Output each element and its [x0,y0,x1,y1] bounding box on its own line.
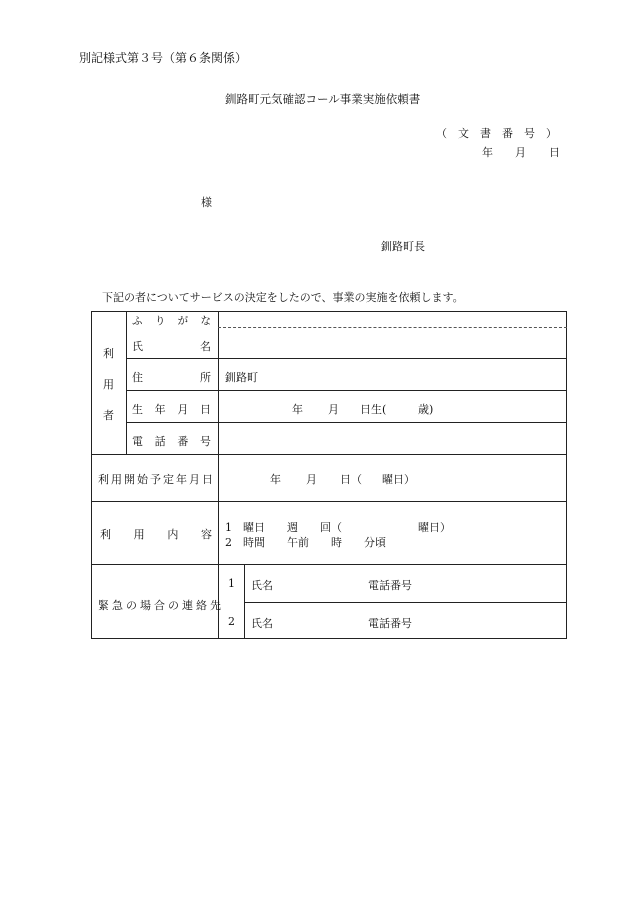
address-label: 住 所 [132,371,211,384]
contact-phone-label: 電話番号 [368,617,412,630]
birthdate-month[interactable]: 月 [328,403,339,416]
contact-phone-label: 電話番号 [368,579,412,592]
contact-number: 2 [228,615,235,628]
date-day: 日 [549,146,560,159]
age-value[interactable]: 歳) [418,403,434,416]
date-year: 年 [482,146,493,159]
phone-field[interactable] [219,423,567,454]
contact-number: 1 [228,577,235,590]
date-month: 月 [515,146,526,159]
user-label-char: 利 [103,347,114,360]
start-month[interactable]: 月 [306,473,317,486]
name-field[interactable] [219,328,567,358]
birthdate-year[interactable]: 年 [292,403,303,416]
address-value[interactable]: 釧路町 [225,371,258,384]
intro-text: 下記の者についてサービスの決定をしたので、事業の実施を依頼します。 [102,291,464,304]
request-form-table [91,311,567,639]
start-weekday[interactable]: 曜日） [382,473,415,486]
phone-label: 電 話 番 号 [132,435,211,448]
addressee-suffix: 様 [201,196,212,209]
birthdate-label: 生 年 月 日 [132,403,211,416]
user-label-char: 用 [103,378,114,391]
birthdate-day[interactable]: 日生( [360,403,387,416]
document-number: （ 文 書 番 号 ） [436,127,557,140]
contact-name-label: 氏名 [251,617,273,630]
furigana-field[interactable] [219,312,567,327]
contact-name-label: 氏名 [251,579,273,592]
document-title: 釧路町元気確認コール事業実施依頼書 [225,92,421,106]
usage-content-label: 利 用 内 容 [100,528,212,541]
name-label: 氏 名 [132,340,211,353]
usage-line-2[interactable]: 2 時間 午前 時 分頃 [225,536,386,549]
form-reference: 別記様式第３号（第６条関係） [79,51,248,65]
start-date-label: 利用開始予定年月日 [98,473,215,486]
start-day[interactable]: 日（ [340,473,362,486]
start-year[interactable]: 年 [270,473,281,486]
emergency-contact-label: 緊急の場合の連絡先 [98,599,224,612]
usage-line-1[interactable]: 1 曜日 週 回（ [225,521,342,534]
user-label-char: 者 [103,409,114,422]
sender: 釧路町長 [381,240,425,253]
usage-line-1-end[interactable]: 曜日） [418,521,451,534]
furigana-label: ふ り が な [132,315,211,327]
